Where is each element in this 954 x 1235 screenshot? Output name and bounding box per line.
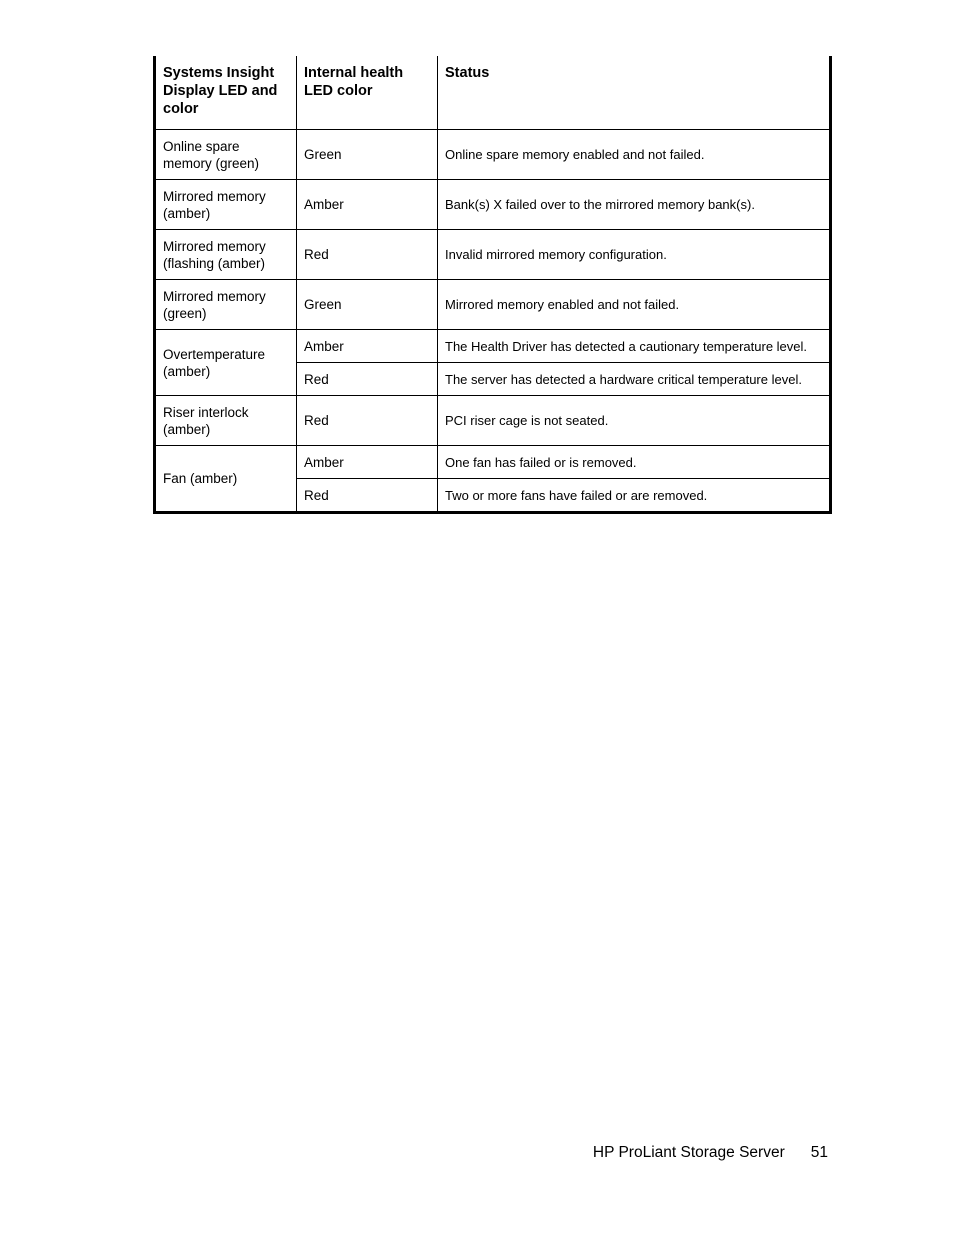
table-row [155, 396, 831, 446]
status-cell: Two or more fans have failed or are removed. [438, 479, 831, 513]
health-color-cell: Red [297, 396, 438, 446]
footer-product-name: HP ProLiant Storage Server [592, 1144, 785, 1161]
status-cell: Mirrored memory enabled and not failed. [438, 280, 831, 330]
table-row [155, 230, 831, 280]
health-color-cell: Red [297, 363, 438, 396]
table-row [155, 280, 831, 330]
header-status: Status [438, 56, 831, 130]
status-cell: Bank(s) X failed over to the mirrored memory bank(s). [438, 180, 831, 230]
led-name-cell: Fan (amber) [155, 446, 297, 513]
status-cell: One fan has failed or is removed. [438, 446, 831, 479]
status-cell: Invalid mirrored memory configuration. [438, 230, 831, 280]
status-cell: Online spare memory enabled and not failed. [438, 130, 831, 180]
page-footer [560, 1143, 828, 1163]
table-row [155, 446, 831, 479]
table-header-row [155, 56, 831, 130]
health-color-cell: Amber [297, 330, 438, 363]
status-cell: The Health Driver has detected a cautionary temperature level. [438, 330, 831, 363]
led-name-cell: Overtemperature (amber) [155, 330, 297, 396]
led-name-cell: Riser interlock (amber) [155, 396, 297, 446]
health-color-cell: Amber [297, 446, 438, 479]
table-row [155, 330, 831, 363]
health-color-cell: Red [297, 479, 438, 513]
table-row [155, 130, 831, 180]
led-name-cell: Mirrored memory (amber) [155, 180, 297, 230]
table-row [155, 180, 831, 230]
header-systems-insight-led: Systems Insight Display LED and color [155, 56, 297, 130]
page-number: 51 [810, 1144, 828, 1161]
led-name-cell: Mirrored memory (green) [155, 280, 297, 330]
header-internal-health-led: Internal health LED color [297, 56, 438, 130]
health-color-cell: Green [297, 130, 438, 180]
led-name-cell: Mirrored memory (flashing (amber) [155, 230, 297, 280]
health-color-cell: Amber [297, 180, 438, 230]
led-name-cell: Online spare memory (green) [155, 130, 297, 180]
status-cell: The server has detected a hardware critical temperature level. [438, 363, 831, 396]
health-color-cell: Red [297, 230, 438, 280]
health-color-cell: Green [297, 280, 438, 330]
status-cell: PCI riser cage is not seated. [438, 396, 831, 446]
led-status-table [153, 56, 832, 514]
